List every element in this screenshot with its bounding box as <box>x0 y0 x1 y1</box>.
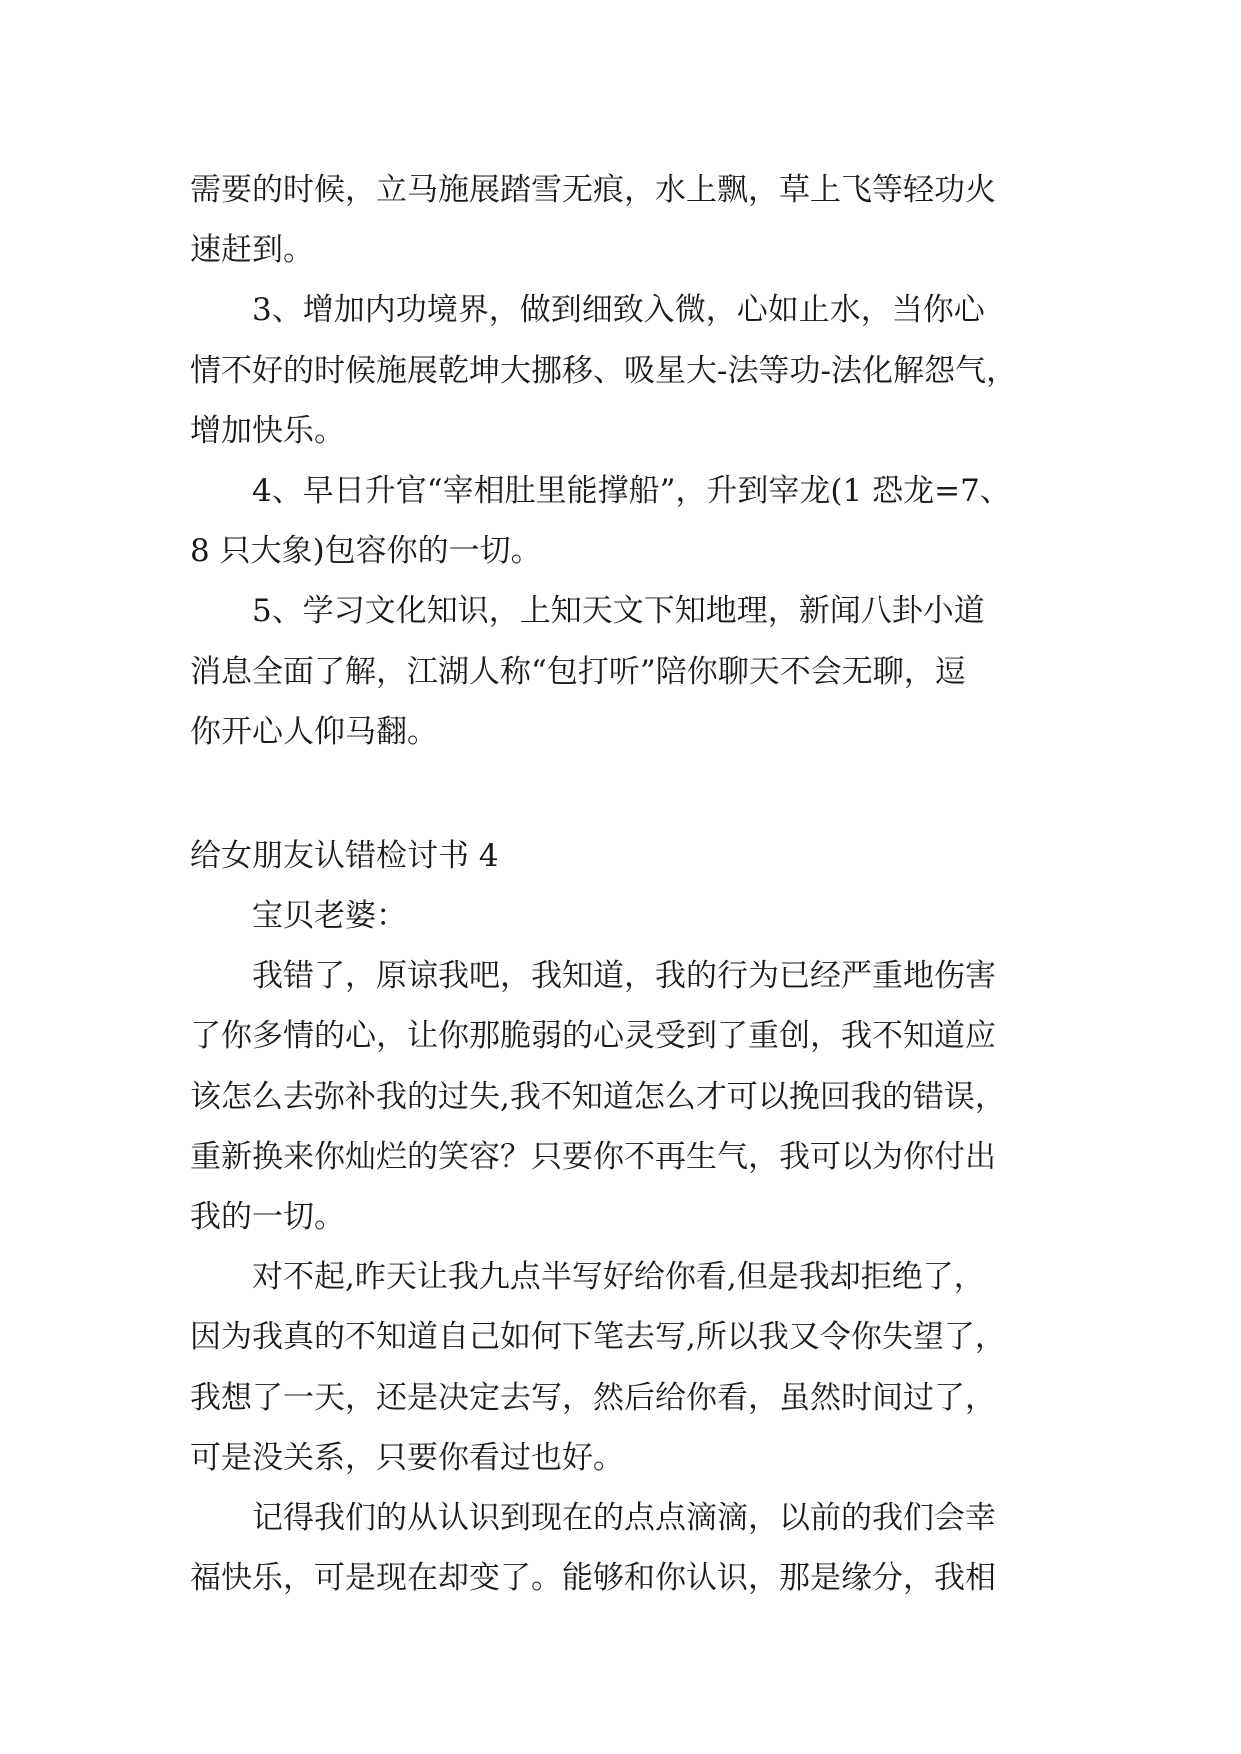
paragraph-line: 你开心人仰马翻。 <box>190 713 438 750</box>
paragraph-2 <box>190 1247 1050 1488</box>
paragraph-1 <box>190 946 1050 1247</box>
salutation: 宝贝老婆： <box>252 898 407 935</box>
paragraph-line: 3、增加内功境界，做到细致入微，心如止水，当你心 <box>252 292 985 329</box>
paragraph-line: 我错了，原谅我吧，我知道，我的行为已经严重地伤害 <box>252 958 996 995</box>
paragraph-line: 对不起,昨天让我九点半写好给你看,但是我却拒绝了， <box>252 1259 985 1296</box>
paragraph-line: 重新换来你灿烂的笑容？只要你不再生气，我可以为你付出 <box>190 1138 996 1175</box>
paragraph-line: 我想了一天，还是决定去写，然后给你看，虽然时间过了， <box>190 1379 996 1416</box>
paragraph-line: 该怎么去弥补我的过失,我不知道怎么才可以挽回我的错误， <box>190 1078 1006 1115</box>
paragraph-line: 可是没关系，只要你看过也好。 <box>190 1439 624 1476</box>
paragraph-line: 情不好的时候施展乾坤大挪移、吸星大-法等功-法化解怨气， <box>190 352 1017 389</box>
list-item-5 <box>190 581 1050 762</box>
paragraph-3 <box>190 1488 1050 1608</box>
paragraph-line: 8 只大象)包容你的一切。 <box>190 533 542 570</box>
section-gap <box>190 762 1050 826</box>
paragraph-line: 了你多情的心，让你那脆弱的心灵受到了重创，我不知道应 <box>190 1018 996 1055</box>
paragraph-line: 福快乐，可是现在却变了。能够和你认识，那是缘分，我相 <box>190 1560 996 1597</box>
paragraph-line: 因为我真的不知道自己如何下笔去写,所以我又令你失望了， <box>190 1319 1006 1356</box>
list-item-3 <box>190 280 1050 461</box>
paragraph-line: 记得我们的从认识到现在的点点滴滴，以前的我们会幸 <box>252 1499 996 1536</box>
list-item-4 <box>190 461 1050 581</box>
paragraph-line: 速赶到。 <box>190 232 314 269</box>
paragraph-line: 我的一切。 <box>190 1199 345 1235</box>
paragraph-line: 需要的时候，立马施展踏雪无痕，水上飘，草上飞等轻功火 <box>190 172 996 208</box>
paragraph-line: 增加快乐。 <box>190 412 345 449</box>
continuation-paragraph <box>190 160 1050 280</box>
paragraph-line: 消息全面了解，江湖人称“包打听”陪你聊天不会无聊，逗 <box>190 653 966 690</box>
document-body <box>190 160 1050 1608</box>
paragraph-line: 4、早日升官“宰相肚里能撑船”，升到宰龙(1 恐龙=7、 <box>252 472 1011 509</box>
paragraph-line: 5、学习文化知识，上知天文下知地理，新闻八卦小道 <box>252 593 985 630</box>
section-heading: 给女朋友认错检讨书 4 <box>190 837 499 874</box>
